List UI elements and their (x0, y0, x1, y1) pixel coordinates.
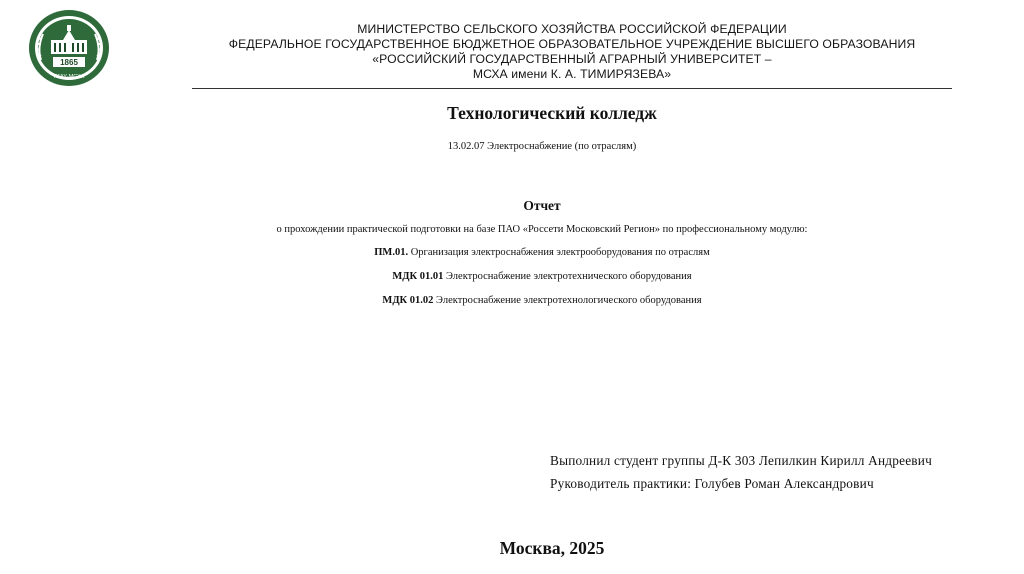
header-university-line: «РОССИЙСКИЙ ГОСУДАРСТВЕННЫЙ АГРАРНЫЙ УНИВЕРСИТЕТ – (372, 52, 772, 66)
mdk2-code: МДК 01.02 (382, 295, 434, 306)
mdk2-text: Электроснабжение электротехнологического оборудования (433, 295, 702, 306)
professional-module-line (0, 246, 1024, 260)
university-emblem (27, 8, 111, 88)
header-divider (192, 88, 952, 89)
student-signature: Выполнил студент группы Д-К 303 Лепилкин Кирилл Андреевич (550, 453, 932, 468)
college-title: Технологический колледж (447, 103, 657, 123)
report-subtitle: о прохождении практической подготовки на базе ПАО «Россети Московский Регион» по профессиональному модулю: (276, 224, 808, 235)
report-title: Отчет (523, 198, 561, 213)
emblem-year: 1865 (60, 58, 78, 67)
city-year: Москва, 2025 (499, 538, 605, 558)
header-msha-line: МСХА имени К. А. ТИМИРЯЗЕВА» (472, 67, 672, 81)
pm-text: Организация электроснабжения электрооборудования по отраслям (408, 247, 710, 258)
specialty-line: 13.02.07 Электроснабжение (по отраслям) (447, 141, 637, 152)
mdk-01-02-line (0, 294, 1024, 308)
emblem-motto: РГАУ-МСХА (53, 74, 85, 80)
header-ministry-line: МИНИСТЕРСТВО СЕЛЬСКОГО ХОЗЯЙСТВА РОССИЙСКОЙ ФЕДЕРАЦИИ (357, 22, 787, 36)
supervisor-signature: Руководитель практики: Голубев Роман Александрович (550, 476, 874, 491)
mdk1-code: МДК 01.01 (392, 271, 444, 282)
university-emblem-icon (27, 8, 111, 88)
pm-code: ПМ.01. (374, 247, 409, 258)
mdk-01-01-line (0, 270, 1024, 284)
header-institution-line: ФЕДЕРАЛЬНОЕ ГОСУДАРСТВЕННОЕ БЮДЖЕТНОЕ ОБРАЗОВАТЕЛЬНОЕ УЧРЕЖДЕНИЕ ВЫСШЕГО ОБРАЗОВАНИЯ (228, 37, 916, 51)
ministry-header (190, 22, 954, 82)
mdk1-text: Электроснабжение электротехнического оборудования (443, 271, 692, 282)
